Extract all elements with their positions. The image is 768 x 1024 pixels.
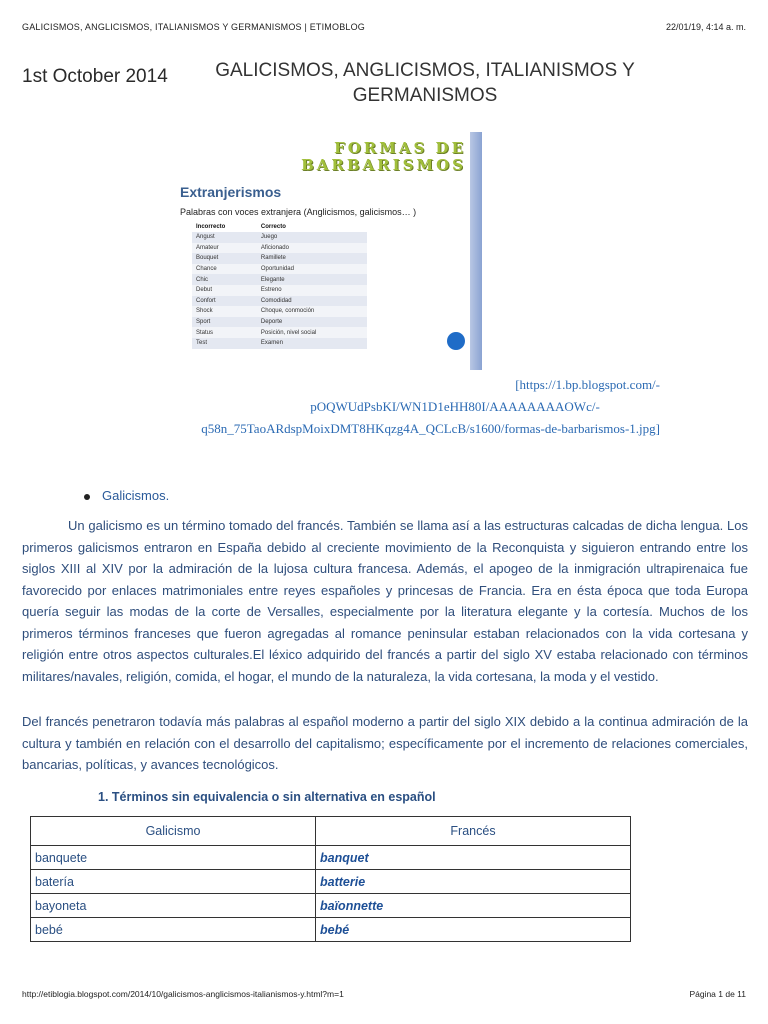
figure-row	[192, 285, 367, 296]
post-date: 1st October 2014	[22, 66, 168, 87]
paragraph-intro: Un galicismo es un término tomado del francés. También se llama así a las estructuras calcadas de dicha lengua. Los primeros galicismos entraron en España debido al creciente movimiento de la Reconquista y siguieron entrando entre los siglos XIII al XIV por la admiración de la lujosa cultura francesa. Además, el apogeo de la inmigración ultrapirenaica fue favorecido por enlaces matrimoniales entre reyes españoles y princesas de Francia. Era en ésta época que toda Europa quería seguir las modas de la corte de Versalles, especialmente por la literatura elegante y la cortesía. Muchos de los primeros términos franceses que fueron agregadas al romance peninsular estaban relacionados con la vida cortesana y religión entre otros aspectos culturales.El léxico adquirido del francés a partir del siglo XV estaba relacionado con términos militares/navales, religión, comida, el hogar, el mundo de la naturaleza, la vida cortesana, la moda y el vestido.	[22, 518, 748, 684]
cell-frances: banquet	[316, 846, 631, 870]
col-header-frances: Francés	[316, 817, 631, 846]
figure-row	[192, 274, 367, 285]
section-subheading: 1. Términos sin equivalencia o sin alternativa en español	[98, 790, 436, 804]
figure-cell: Elegante	[257, 274, 367, 285]
figure-subtitle: Extranjerismos	[180, 184, 282, 200]
bullet-galicismos	[84, 488, 169, 503]
bullet-dot-icon	[84, 494, 90, 500]
figure-row	[192, 253, 367, 264]
figure-row	[192, 306, 367, 317]
table-row	[31, 894, 631, 918]
figure-cell: Sport	[192, 317, 257, 328]
cell-frances: baïonnette	[316, 894, 631, 918]
figure-row	[192, 317, 367, 328]
figure-row	[192, 243, 367, 254]
col-header-galicismo: Galicismo	[31, 817, 316, 846]
table-row	[31, 918, 631, 942]
post-title	[215, 58, 635, 108]
cell-galicismo: bebé	[31, 918, 316, 942]
figure-cell: Estreno	[257, 285, 367, 296]
figure-blue-dot	[447, 332, 465, 350]
cell-galicismo: bayoneta	[31, 894, 316, 918]
image-source-link[interactable]	[100, 374, 660, 440]
cell-frances: bebé	[316, 918, 631, 942]
print-footer-page-number: Página 1 de 11	[689, 989, 746, 999]
figure-description: Palabras con voces extranjera (Anglicismos, galicismos… )	[180, 207, 417, 217]
print-footer-url: http://etiblogia.blogspot.com/2014/10/galicismos-anglicismos-italianismos-y.html?m=1	[22, 989, 344, 999]
figure-heading-line1: FORMAS DE	[334, 139, 466, 157]
figure-col-incorrect: Incorrecto	[192, 222, 257, 232]
paragraph-siglo-xix: Del francés penetraron todavía más palabras al español moderno a partir del siglo XIX debido a la continua admiración de la cultura y también en relación con el desarrollo del capitalismo; específicamente por el incremento de relaciones comerciales, bancarias, políticas, y avances tecnológicos.	[22, 714, 748, 772]
print-header-datetime: 22/01/19, 4:14 a. m.	[665, 22, 746, 32]
figure-cell: Examen	[257, 338, 367, 349]
figure-cell: Shock	[192, 306, 257, 317]
barbarismos-figure[interactable]	[178, 132, 482, 370]
figure-cell: Amateur	[192, 243, 257, 254]
figure-cell: Confort	[192, 296, 257, 307]
table-row	[31, 846, 631, 870]
figure-cell: Choque, conmoción	[257, 306, 367, 317]
cell-galicismo: batería	[31, 870, 316, 894]
figure-heading-line2: BARBARISMOS	[301, 156, 466, 174]
cell-galicismo: banquete	[31, 846, 316, 870]
figure-cell: Deporte	[257, 317, 367, 328]
figure-cell: Ramillete	[257, 253, 367, 264]
image-link-line2[interactable]: pOQWUdPsbKI/WN1D1eHH80I/AAAAAAAAOWc/-	[310, 399, 600, 414]
figure-cell: Posición, nivel social	[257, 327, 367, 338]
figure-cell: Juego	[257, 232, 367, 243]
figure-row	[192, 338, 367, 349]
figure-row	[192, 264, 367, 275]
galicismos-table	[30, 816, 631, 942]
figure-cell: Comodidad	[257, 296, 367, 307]
figure-cell: Test	[192, 338, 257, 349]
post-title-line2: GERMANISMOS	[352, 85, 498, 106]
figure-row	[192, 296, 367, 307]
table-row	[31, 870, 631, 894]
bullet-label: Galicismos.	[102, 488, 170, 503]
figure-cell: Debut	[192, 285, 257, 296]
figure-col-correct: Correcto	[257, 222, 367, 232]
figure-cell: Oportunidad	[257, 264, 367, 275]
figure-cell: Chic	[192, 274, 257, 285]
figure-row	[192, 327, 367, 338]
post-title-line1: GALICISMOS, ANGLICISMOS, ITALIANISMOS Y	[215, 60, 635, 81]
image-link-line1[interactable]: [https://1.bp.blogspot.com/-	[515, 377, 660, 392]
figure-table	[192, 222, 367, 349]
image-link-line3[interactable]: q58n_75TaoARdspMoixDMT8HKqzg4A_QCLcB/s1600/formas-de-barbarismos-1.jpg]	[201, 421, 660, 436]
figure-cell: Bouquet	[192, 253, 257, 264]
figure-side-stripe	[470, 132, 482, 370]
figure-cell: Chance	[192, 264, 257, 275]
figure-cell: Status	[192, 327, 257, 338]
cell-frances: batterie	[316, 870, 631, 894]
figure-cell: Angust	[192, 232, 257, 243]
figure-heading	[178, 140, 470, 174]
figure-cell: Aficionado	[257, 243, 367, 254]
figure-row	[192, 232, 367, 243]
print-header-title: GALICISMOS, ANGLICISMOS, ITALIANISMOS Y GERMANISMOS | ETIMOBLOG	[22, 22, 366, 32]
